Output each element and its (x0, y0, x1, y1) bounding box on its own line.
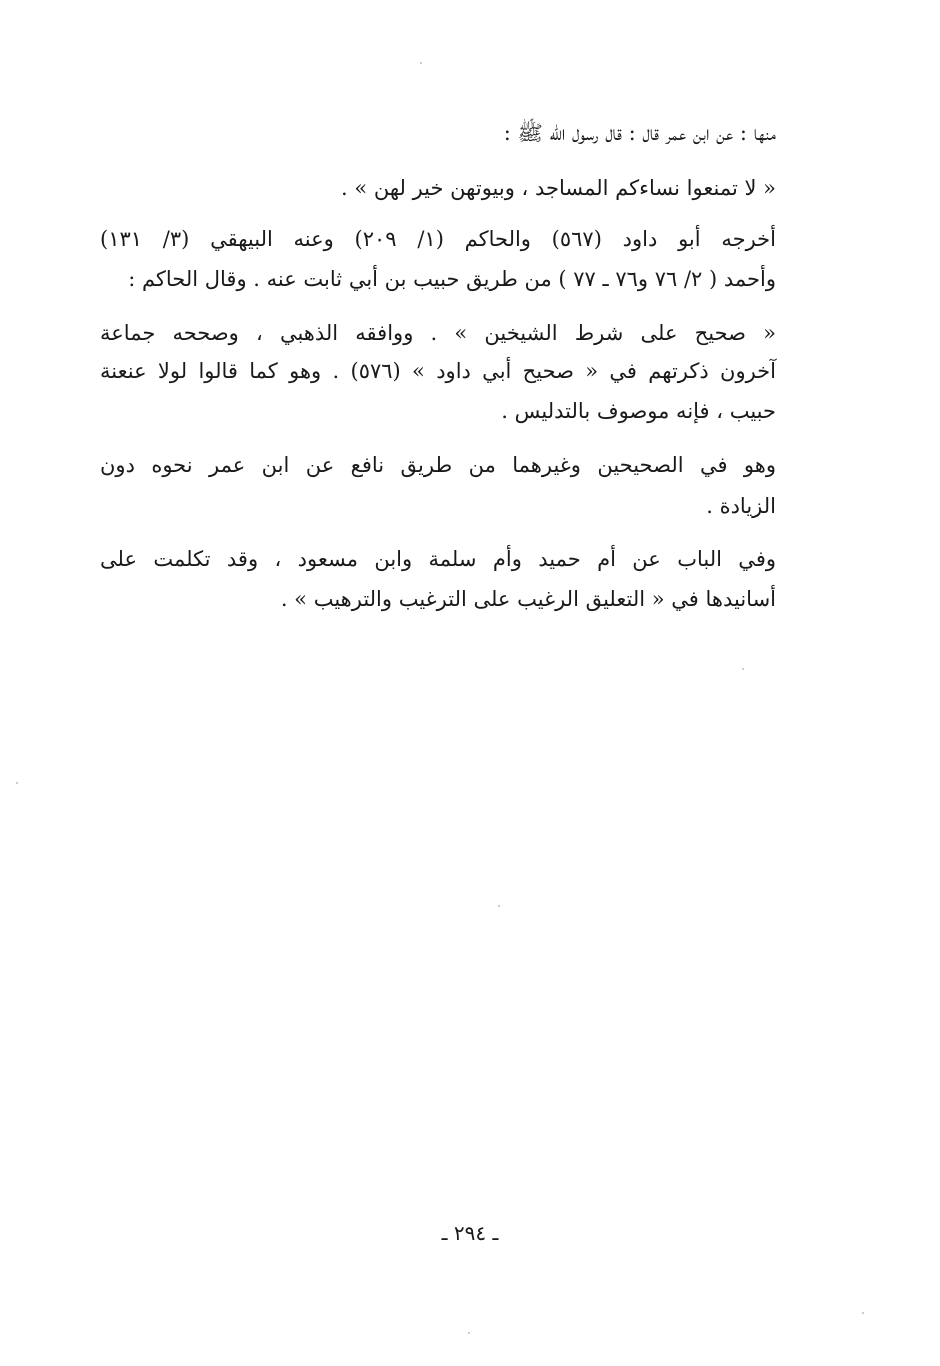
text-line-grading-1: « صحيح على شرط الشيخين » . ووافقه الذهبي ، وصححه جماعة (100, 321, 776, 345)
text-line-sahihayn-2: الزيادة . (706, 494, 776, 518)
text-line-grading-2: آخرون ذكرتهم في « صحيح أبي داود » (٥٧٦) . وهو كما قالوا لولا عنعنة (100, 359, 776, 383)
text-line-hadith-quote: « لا تمنعوا نساءكم المساجد ، وبيوتهن خير لهن » . (340, 176, 776, 200)
text-line-bab-1: وفي الباب عن أم حميد وأم سلمة وابن مسعود ، وقد تكلمت على (100, 547, 776, 571)
text-line-bab-2: أسانيدها في « التعليق الرغيب على الترغيب والترهيب » . (280, 587, 776, 611)
text-line-takhrij-1: أخرجه أبو داود (٥٦٧) والحاكم (١/ ٢٠٩) وعنه البيهقي (٣/ ١٣١) (100, 227, 776, 251)
scan-speck (742, 668, 744, 670)
text-line-takhrij-2: وأحمد ( ٢/ ٧٦ و٧٦ ـ ٧٧ ) من طريق حبيب بن أبي ثابت عنه . وقال الحاكم : (128, 267, 776, 291)
page-number: ـ ٢٩٤ ـ (441, 1221, 499, 1245)
text-line-sahihayn-1: وهو في الصحيحين وغيرهما من طريق نافع عن ابن عمر نحوه دون (100, 453, 776, 477)
scan-speck (498, 905, 500, 907)
scan-speck (16, 782, 18, 784)
scan-speck (468, 1332, 470, 1334)
scan-speck (862, 1312, 864, 1314)
text-line-hadith-intro: منها : عن ابن عمر قال : قال رسول الله ﷺ : (503, 121, 776, 145)
scan-speck (420, 62, 422, 64)
text-line-grading-3: حبيب ، فإنه موصوف بالتدليس . (501, 399, 776, 423)
